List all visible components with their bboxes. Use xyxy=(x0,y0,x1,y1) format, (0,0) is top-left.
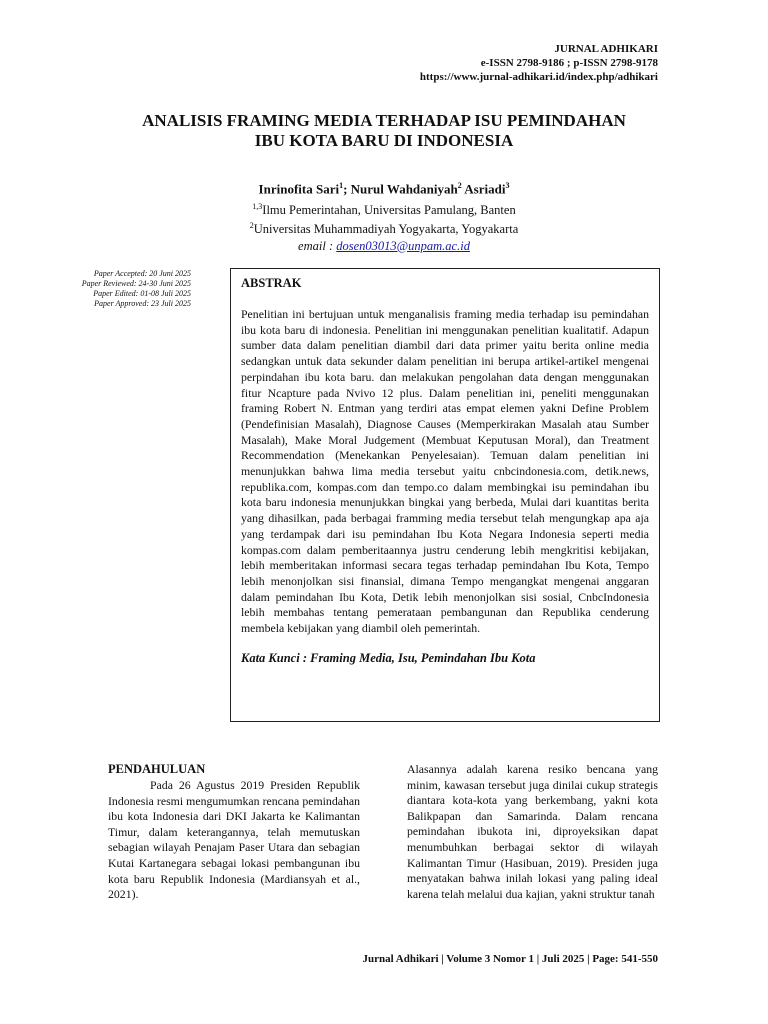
journal-url[interactable]: https://www.jurnal-adhikari.id/index.php/adhikari xyxy=(419,71,658,83)
issn: e-ISSN 2798-9186 ; p-ISSN 2798-9178 xyxy=(480,57,658,69)
abstract-box xyxy=(230,268,660,722)
intro-paragraph-left: Pada 26 Agustus 2019 Presiden Republik Indonesia resmi mengumumkan rencana pemindahan ibu kota Indonesia dari DKI Jakarta ke Kalimantan Timur, dalam keterangannya, telah memutuskan sebagian wilayah Penajam Paser Utara dan sebagian Kutai Kartanegara sebagai lokasi pembangunan ibu kota baru Republik Indonesia (Mardiansyah et al., 2021). xyxy=(108,778,360,902)
page-footer: Jurnal Adhikari | Volume 3 Nomor 1 | Juli 2025 | Page: 541-550 xyxy=(362,953,658,965)
paper-dates xyxy=(40,269,191,309)
abstract-body: Penelitian ini bertujuan untuk menganalisis framing media terhadap isu pemindahan ibu kota baru di indonesia. Penelitian ini menggunakan penelitian kualitatif. Adapun sumber data dalam penelitian diambil dari data primer yaitu berita online media sedangkan untuk data sekunder dalam penelitian ini berupa artikel-artikel mengenai perpindahan ibu kota baru. dan melakukan pengolahan data dengan menggunakan fitur Ncapture pada Nvivo 12 plus. Dalam penelitian ini, peneliti menggunakan framing Robert N. Entman yang terdiri atas empat elemen yakni Define Problem (Pendefinisian Masalah), Diagnose Causes (Memperkirakan Masalah atau Sumber Masalah), Make Moral Judgement (Membuat Keputusan Moral), dan Treatment Recommendation (Menekankan Penyelesaian). Temuan dalam penelitian ini menunjukkan bahwa lima media tersebut yaitu cnbcindonesia.com, detik.news, republika.com, kompas.com dan tempo.co dalam membingkai isu pemindahan ibu kota baru indonesia menunjukkan bingkai yang berbeda, Mulai dari kuantitas berita yang dihasilkan, pada berbagai framming media tersebut telah mengungkap apa aja yang terdampak dari isu pemindahan Ibu Kota Negara Indonesia seperti media kompas.com dalam pemberitaannya justru cenderung lebih mengkritisi kebijakan, lebih memberitakan informasi secara tegas terhadap pemindahan Ibu Kota, Tempo lebih menonjolkan sisi finansial, dimana Tempo mengangkat mengenai anggaran dalam pemindahan Ibu Kota, Detik lebih menonjolkan sisi sosial, CnbcIndonesia lebih membahas tentang pemerataan pembangunan dan Republika cenderung membela kebijakan yang diambil oleh pemerintah. xyxy=(241,307,649,636)
authors-block xyxy=(80,178,688,254)
author-3-sup: 3 xyxy=(505,181,510,190)
author-1-sup: 1 xyxy=(339,181,344,190)
affiliation-2 xyxy=(80,218,688,237)
paper-approved: Paper Approved: 23 Juli 2025 xyxy=(94,299,191,308)
affiliation-2-sup: 2 xyxy=(249,221,254,231)
author-names xyxy=(80,178,688,197)
author-1: Inrinofita Sari xyxy=(258,181,340,197)
author-3: Asriadi xyxy=(461,181,506,197)
paper-accepted: Paper Accepted: 20 Juni 2025 xyxy=(93,269,191,278)
intro-right-column xyxy=(407,762,658,902)
affiliation-2-text: Universitas Muhammadiyah Yogyakarta, Yogyakarta xyxy=(253,222,519,237)
title-line-1: ANALISIS FRAMING MEDIA TERHADAP ISU PEMINDAHAN xyxy=(142,111,626,130)
journal-name: JURNAL ADHIKARI xyxy=(554,43,658,55)
keywords: Kata Kunci : Framing Media, Isu, Pemindahan Ibu Kota xyxy=(241,650,536,665)
author-2: ; Nurul Wahdaniyah xyxy=(343,181,458,197)
author-2-sup: 2 xyxy=(457,181,462,190)
affiliation-1 xyxy=(80,199,688,218)
email-label: email : xyxy=(298,238,337,253)
email-link[interactable]: dosen03013@unpam.ac.id xyxy=(336,238,470,253)
affiliation-1-text: Ilmu Pemerintahan, Universitas Pamulang, Banten xyxy=(262,203,516,218)
intro-paragraph-right: Alasannya adalah karena resiko bencana yang minim, kawasan tersebut juga dinilai cukup strategis diantara kota-kota yang berkembang, yakni kota Balikpapan dan Samarinda. Dalam rencana pemindahan ibukota ini, diproyeksikan dapat menumbuhkan berbagai sektor di wilayah Kalimantan Timur (Hasibuan, 2019). Presiden juga menyatakan bahwa inilah lokasi yang paling ideal karena telah melalui dua kajian, yakni struktur tanah xyxy=(407,762,658,901)
email-line xyxy=(80,238,688,254)
journal-header xyxy=(420,42,658,84)
intro-left-column xyxy=(108,762,360,903)
paper-edited: Paper Edited: 01-08 Juli 2025 xyxy=(93,289,191,298)
title-line-2: IBU KOTA BARU DI INDONESIA xyxy=(254,131,514,150)
section-heading-introduction: PENDAHULUAN xyxy=(108,762,206,776)
affiliation-1-sup: 1,3 xyxy=(252,202,263,212)
paper-title xyxy=(80,111,688,151)
paper-reviewed: Paper Reviewed: 24-30 Juni 2025 xyxy=(81,279,191,288)
abstract-heading: ABSTRAK xyxy=(241,276,302,290)
